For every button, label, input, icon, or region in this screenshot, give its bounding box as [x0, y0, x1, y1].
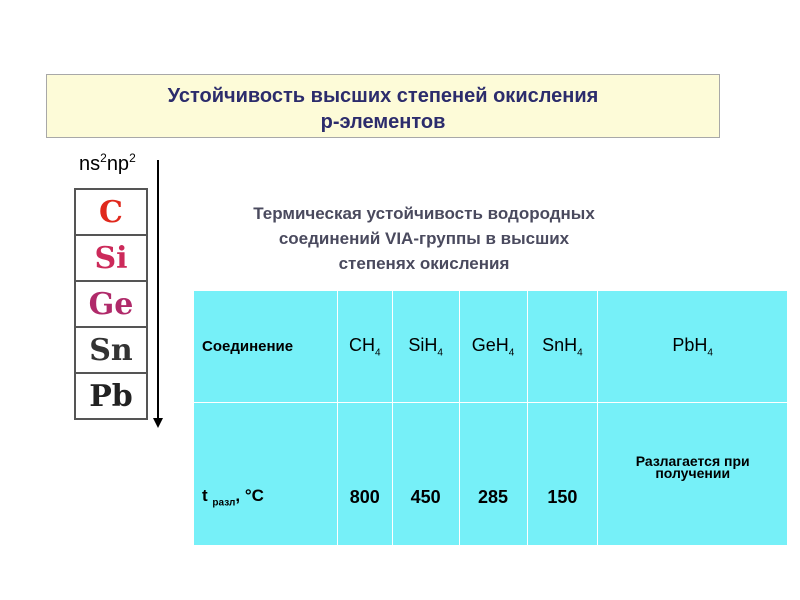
element-cell: Ge: [74, 280, 148, 326]
compound-cell: SiH$_4$: [392, 291, 459, 403]
table-row: [194, 291, 788, 403]
value-cell: 450: [392, 403, 459, 546]
row-label: t $_{разл}$, °C: [194, 403, 338, 546]
title-box: [46, 74, 720, 138]
title-line-2: p-элементов: [320, 111, 446, 133]
element-column: [74, 188, 148, 420]
subtitle: Термическая устойчивость водородных соединений VIA-группы в высших степенях окисления: [253, 204, 595, 273]
decomposition-note: Разлагается при получении: [598, 403, 788, 546]
stability-table: [193, 290, 788, 546]
value-cell: 150: [527, 403, 598, 546]
arrow-head-icon: [153, 418, 163, 428]
element-column-bottom-border: [74, 418, 148, 420]
table-row: [194, 403, 788, 546]
element-cell: Si: [74, 234, 148, 280]
compound-cell: $CH_4$: [337, 291, 392, 403]
compound-cell: GeH$_4$: [459, 291, 527, 403]
element-cell: Sn: [74, 326, 148, 372]
title-line-1: Устойчивость высших степеней окисления: [167, 85, 599, 107]
value-cell: 800: [337, 403, 392, 546]
down-arrow-icon: [157, 160, 159, 422]
value-cell: 285: [459, 403, 527, 546]
row-label: Соединение: [194, 291, 338, 403]
electron-configuration-label: $ns^2np^2$: [79, 151, 136, 175]
element-cell: C: [74, 188, 148, 234]
compound-cell: SnH$_4$: [527, 291, 598, 403]
element-cell: Pb: [74, 372, 148, 418]
compound-cell: PbH$_4$: [598, 291, 788, 403]
